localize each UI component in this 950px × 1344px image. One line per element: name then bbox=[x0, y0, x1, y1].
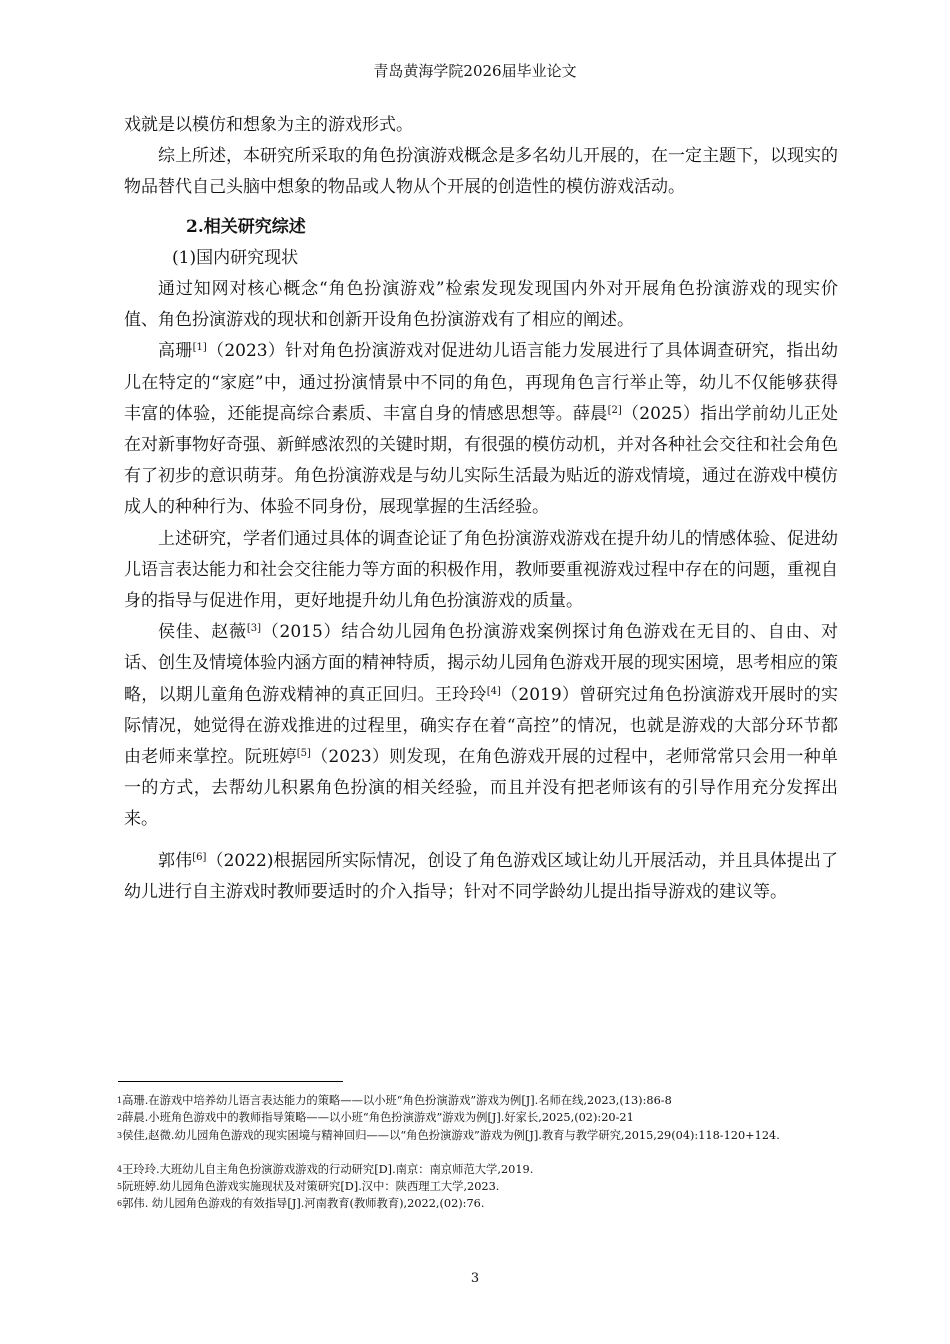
text-run: （2025）指出学前幼儿正处在对新事物好奇强、新鲜感浓烈的关键时期，有很强的模仿动机，并对各种社会交往和社会角色有了初步的意识萌芽。角色扮演游戏是与幼儿实际生活最为贴近的游戏情境，通过在游戏中模仿成人的种种行为、体验不同身份，展现掌握的生活经验。 bbox=[124, 403, 839, 518]
page-number: 3 bbox=[470, 1271, 480, 1286]
footnote-text: 薛晨.小班角色游戏中的教师指导策略——以小班“角色扮演游戏”游戏为例[J].好家长,2025,(02):20-21 bbox=[122, 1111, 634, 1125]
paragraph: 综上所述，本研究所采取的角色扮演游戏概念是多名幼儿开展的，在一定主题下，以现实的物品替代自己头脑中想象的物品或人物从个开展的创造性的模仿游戏活动。 bbox=[124, 146, 838, 198]
footnote bbox=[117, 1092, 847, 1109]
footnote-text: 高珊.在游戏中培养幼儿语言表达能力的策略——以小班“角色扮演游戏”游戏为例[J].名师在线,2023,(13):86-8 bbox=[122, 1094, 672, 1107]
footnote-mark: 2 bbox=[117, 1113, 123, 1123]
footnotes bbox=[117, 1092, 847, 1213]
citation: [3] bbox=[246, 623, 261, 635]
citation: [5] bbox=[296, 748, 311, 760]
section-heading: 2.相关研究综述 bbox=[186, 216, 306, 237]
text-run: 郭伟 bbox=[158, 850, 193, 871]
text-run: （2015）结合幼儿园角色扮演游戏案例探讨角色游戏在无目的、自由、对话、创生及情境体验内涵方面的精神特质，揭示幼儿园角色游戏开展的现实困境，思考相应的策略，以期儿童角色游戏精神的真正回归。王玲玲 bbox=[124, 622, 838, 705]
footnote-text: 王玲玲.大班幼儿自主角色扮演游戏游戏的行动研究[D].南京：南京师范大学,2019. bbox=[122, 1162, 534, 1176]
footnote-text: 阮班婷.幼儿园角色游戏实施现状及对策研究[D].汉中：陕西理工大学,2023. bbox=[122, 1180, 500, 1194]
footnote-mark: 5 bbox=[117, 1182, 123, 1192]
paragraph: 通过知网对核心概念“角色扮演游戏”检索发现发现国内外对开展角色扮演游戏的现实价值、角色扮演游戏的现状和创新开设角色扮演游戏有了相应的阐述。 bbox=[124, 279, 838, 331]
footnote bbox=[117, 1161, 847, 1178]
footnote-text: 侯佳,赵微.幼儿园角色游戏的现实困境与精神回归——以“角色扮演游戏”游戏为例[J].教育与教学研究,2015,29(04):118-120+124. bbox=[122, 1128, 780, 1142]
citation: [6] bbox=[192, 851, 207, 863]
citation: [4] bbox=[486, 685, 501, 697]
citation: [2] bbox=[607, 404, 622, 416]
subsection-heading: (1)国内研究现状 bbox=[172, 247, 299, 268]
footnote bbox=[117, 1109, 847, 1126]
footnote-separator bbox=[118, 1081, 343, 1082]
paragraph bbox=[124, 846, 838, 908]
body-text bbox=[124, 110, 838, 908]
citation: [1] bbox=[192, 342, 207, 354]
footnote-mark: 6 bbox=[117, 1199, 123, 1209]
text-run: （2019）曾研究过角色扮演游戏开展时的实际情况，她觉得在游戏推进的过程里，确实存在着“高控”的情况，也就是游戏的大部分环节都由老师来掌控。阮班婷 bbox=[124, 684, 838, 768]
text-run: 侯佳、赵薇 bbox=[158, 622, 247, 643]
page-header: 青岛黄海学院2026届毕业论文 bbox=[373, 62, 577, 80]
paragraph bbox=[124, 336, 838, 523]
text-run: 高珊 bbox=[158, 341, 193, 362]
paragraph bbox=[124, 617, 838, 835]
footnote bbox=[117, 1178, 847, 1195]
footnote-mark: 1 bbox=[117, 1096, 123, 1105]
text-run: （2023）针对角色扮演游戏对促进幼儿语言能力发展进行了具体调查研究，指出幼儿在特定的“家庭”中，通过扮演情景中不同的角色，再现角色言行举止等，幼儿不仅能够获得丰富的体验，还能提高综合素质、丰富自身的情感思想等。薛晨 bbox=[124, 341, 839, 424]
footnote-mark: 3 bbox=[117, 1130, 123, 1140]
footnote bbox=[117, 1195, 847, 1212]
footnote bbox=[117, 1127, 847, 1144]
paragraph: 上述研究，学者们通过具体的调查论证了角色扮演游戏游戏在提升幼儿的情感体验、促进幼儿语言表达能力和社会交往能力等方面的积极作用，教师要重视游戏过程中存在的问题，重视自身的指导与促进作用，更好地提升幼儿角色扮演游戏的质量。 bbox=[124, 528, 838, 612]
text-run: （2022)根据园所实际情况，创设了角色游戏区域让幼儿开展活动，并且具体提出了幼儿进行自主游戏时教师要适时的介入指导；针对不同学龄幼儿提出指导游戏的建议等。 bbox=[124, 850, 838, 902]
text-run: （2023）则发现，在角色游戏开展的过程中，老师常常只会用一种单一的方式，去帮幼儿积累角色扮演的相关经验，而且并没有把老师该有的引导作用充分发挥出来。 bbox=[124, 747, 839, 830]
paragraph: 戏就是以模仿和想象为主的游戏形式。 bbox=[124, 115, 413, 135]
footnote-mark: 4 bbox=[117, 1164, 123, 1174]
footnote-text: 郭伟. 幼儿园角色游戏的有效指导[J].河南教育(教师教育),2022,(02):76. bbox=[122, 1197, 485, 1211]
